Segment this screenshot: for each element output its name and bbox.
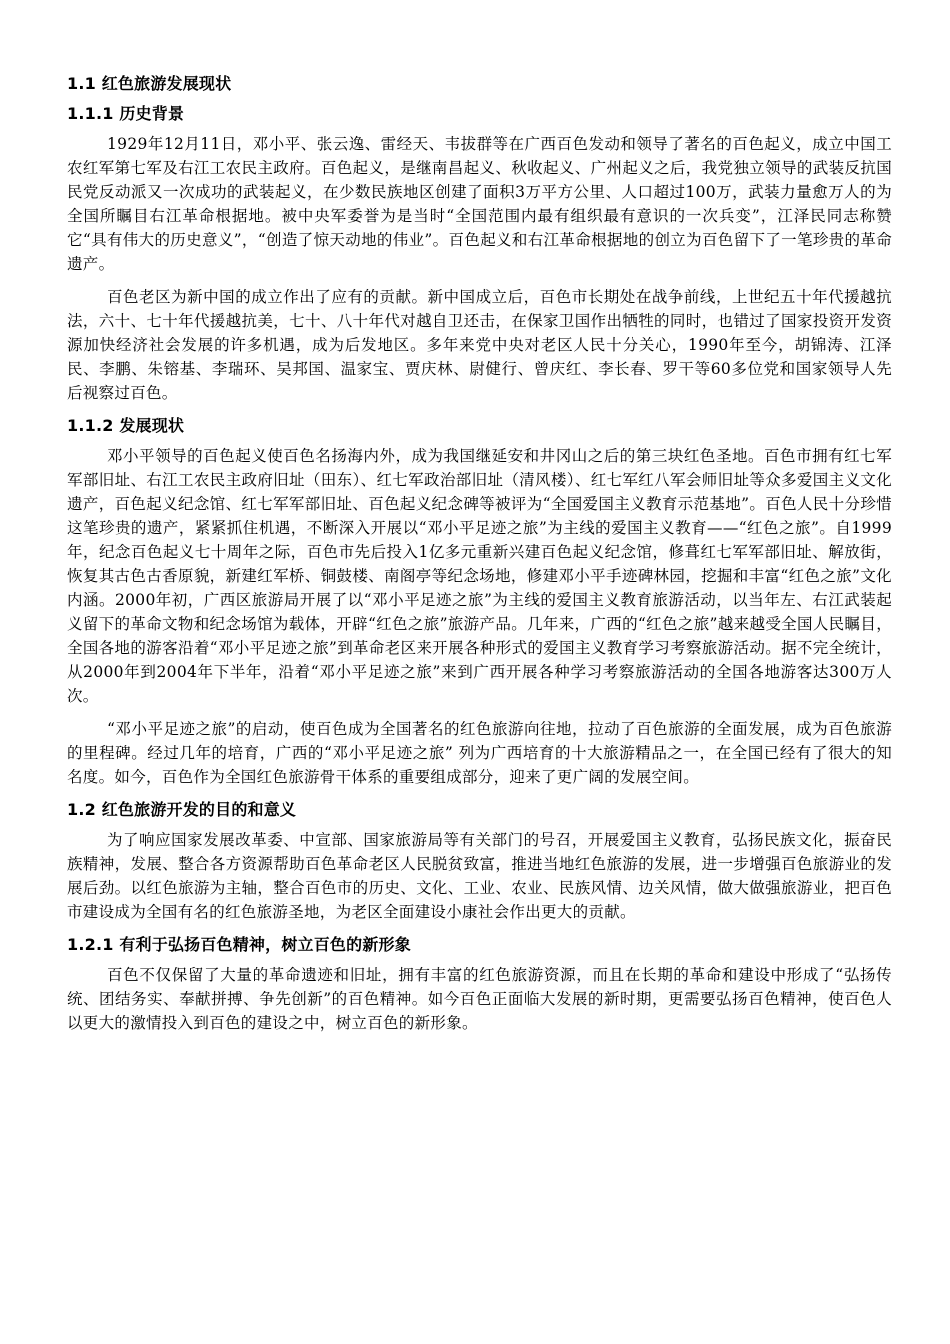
section-heading-1-1-1: 1.1.1 历史背景: [67, 104, 185, 123]
section-heading-1-1-2: 1.1.2 发展现状: [67, 416, 185, 435]
document-page: [67, 72, 892, 1044]
paragraph-status-1: 邓小平领导的百色起义使百色名扬海内外，成为我国继延安和井冈山之后的第三块红色圣地。百色市拥有红七军军部旧址、右江工农民主政府旧址（田东）、红七军政治部旧址（清风楼）、红七军红八军会师旧址等众多爱国主义文化遗产，百色起义纪念馆、红七军军部旧址、百色起义纪念碑等被评为“全国爱国主义教育示范基地”。百色人民十分珍惜这笔珍贵的遗产，紧紧抓住机遇，不断深入开展以“邓小平足迹之旅”为主线的爱国主义教育——“红色之旅”。自1999年，纪念百色起义七十周年之际，百色市先后投入1亿多元重新兴建百色起义纪念馆，修葺红七军军部旧址、解放街，恢复其古色古香原貌，新建红军桥、铜鼓楼、南阁亭等纪念场地，修建邓小平手迹碑林园，挖掘和丰富“红色之旅”文化内涵。2000年初，广西区旅游局开展了以“邓小平足迹之旅”为主线的爱国主义教育旅游活动，以当年左、右江武装起义留下的革命文物和纪念场馆为载体，开辟“红色之旅”旅游产品。几年来，广西的“红色之旅”越来越受全国人民瞩目，全国各地的游客沿着“邓小平足迹之旅”到革命老区来开展各种形式的爱国主义教育学习考察旅游活动。据不完全统计，从2000年到2004年下半年，沿着“邓小平足迹之旅”来到广西开展各种学习考察旅游活动的全国各地游客达300万人次。: [67, 447, 892, 705]
section-heading-1-1: 1.1 红色旅游发展现状: [67, 74, 232, 93]
section-heading-1-2-1: 1.2.1 有利于弘扬百色精神，树立百色的新形象: [67, 935, 411, 954]
section-heading-1-2: 1.2 红色旅游开发的目的和意义: [67, 800, 297, 819]
paragraph-status-2: “邓小平足迹之旅”的启动，使百色成为全国著名的红色旅游向往地，拉动了百色旅游的全面发展，成为百色旅游的里程碑。经过几年的培育，广西的“邓小平足迹之旅” 列为广西培育的十大旅游精品之一，在全国已经有了很大的知名度。如今，百色作为全国红色旅游骨干体系的重要组成部分，迎来了更广阔的发展空间。: [67, 720, 892, 786]
paragraph-purpose-1: 为了响应国家发展改革委、中宣部、国家旅游局等有关部门的号召，开展爱国主义教育，弘扬民族文化，振奋民族精神，发展、整合各方资源帮助百色革命老区人民脱贫致富，推进当地红色旅游的发展，进一步增强百色旅游业的发展后劲。以红色旅游为主轴，整合百色市的历史、文化、工业、农业、民族风情、边关风情，做大做强旅游业，把百色市建设成为全国有名的红色旅游圣地，为老区全面建设小康社会作出更大的贡献。: [67, 831, 892, 921]
paragraph-history-1: 1929年12月11日，邓小平、张云逸、雷经天、韦拔群等在广西百色发动和领导了著名的百色起义，成立中国工农红军第七军及右江工农民主政府。百色起义，是继南昌起义、秋收起义、广州起义之后，我党独立领导的武装反抗国民党反动派又一次成功的武装起义，在少数民族地区创建了面积3万平方公里、人口超过100万，武装力量愈万人的为全国所瞩目右江革命根据地。被中央军委誉为是当时“全国范围内最有组织最有意识的一次兵变”，江泽民同志称赞它“具有伟大的历史意义”，“创造了惊天动地的伟业”。百色起义和右江革命根据地的创立为百色留下了一笔珍贵的革命遗产。: [67, 135, 892, 273]
paragraph-history-2: 百色老区为新中国的成立作出了应有的贡献。新中国成立后，百色市长期处在战争前线，上世纪五十年代援越抗法，六十、七十年代援越抗美，七十、八十年代对越自卫还击，在保家卫国作出牺牲的同时，也错过了国家投资开发资源加快经济社会发展的许多机遇，成为后发地区。多年来党中央对老区人民十分关心，1990年至今，胡锦涛、江泽民、李鹏、朱镕基、李瑞环、吴邦国、温家宝、贾庆林、尉健行、曾庆红、李长春、罗干等60多位党和国家领导人先后视察过百色。: [67, 288, 892, 402]
paragraph-spirit-1: 百色不仅保留了大量的革命遗迹和旧址，拥有丰富的红色旅游资源，而且在长期的革命和建设中形成了“弘扬传统、团结务实、奉献拼搏、争先创新”的百色精神。如今百色正面临大发展的新时期，更需要弘扬百色精神，使百色人以更大的激情投入到百色的建设之中，树立百色的新形象。: [67, 966, 892, 1032]
